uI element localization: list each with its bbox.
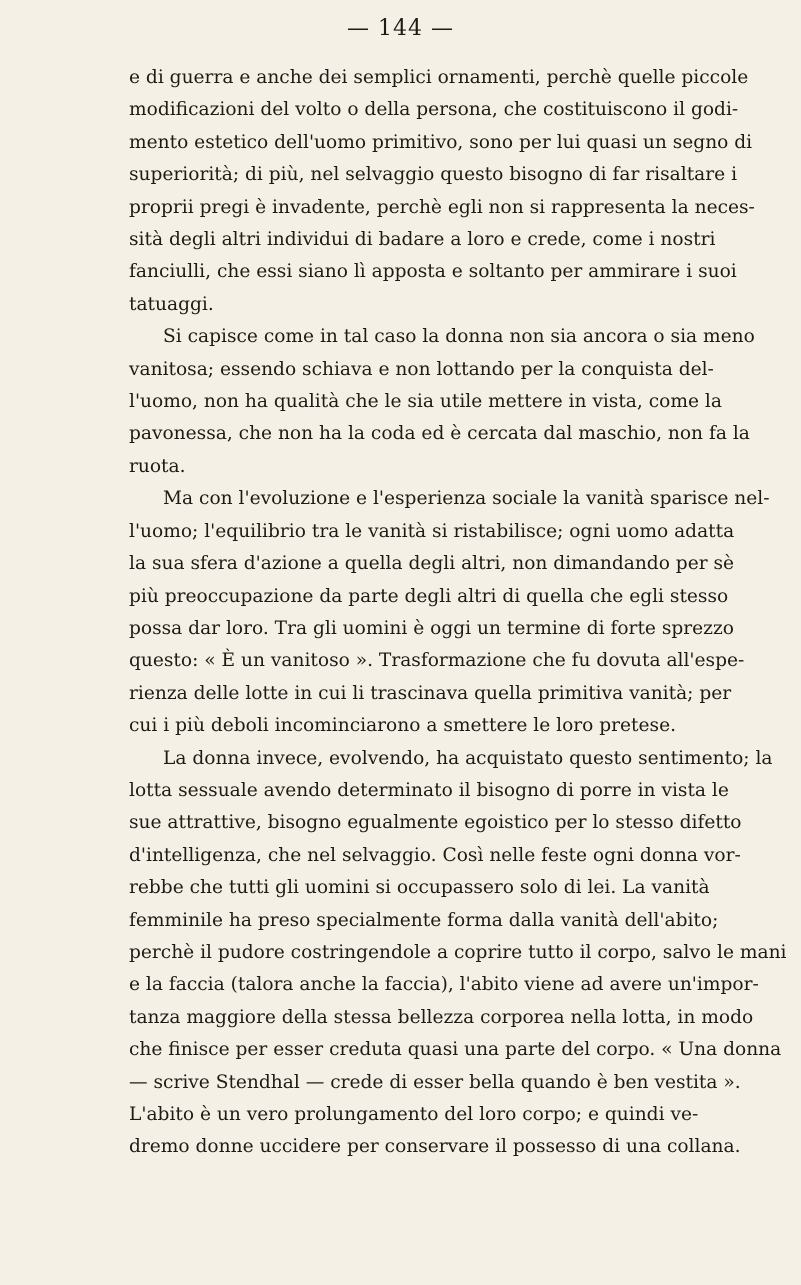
text-line: pavonessa, che non ha la coda ed è cercata dal maschio, non fa la	[129, 423, 750, 445]
text-line: possa dar loro. Tra gli uomini è oggi un termine di forte sprezzo	[129, 617, 734, 639]
text-line: Si capisce come in tal caso la donna non sia ancora o sia meno	[163, 326, 755, 348]
text-line: proprii pregi è invadente, perchè egli non si rappresenta la neces-	[129, 196, 755, 218]
text-line: vanitosa; essendo schiava e non lottando per la conquista del-	[129, 358, 714, 380]
text-line: — scrive Stendhal — crede di esser bella quando è ben vestita ».	[129, 1071, 741, 1093]
paragraph	[129, 62, 755, 321]
text-line: modificazioni del volto o della persona, che costituiscono il godi-	[129, 99, 739, 121]
text-line: L'abito è un vero prolungamento del loro corpo; e quindi ve-	[129, 1104, 699, 1125]
text-line: rienza delle lotte in cui li trascinava quella primitiva vanità; per	[129, 682, 732, 704]
text-line: fanciulli, che essi siano lì apposta e soltanto per ammirare i suoi	[129, 261, 737, 283]
paragraph	[129, 743, 787, 1164]
text-line: superiorità; di più, nel selvaggio questo bisogno di far risaltare i	[129, 164, 738, 186]
text-line: e di guerra e anche dei semplici ornamenti, perchè quelle piccole	[129, 67, 749, 88]
paragraph	[129, 483, 770, 742]
text-line: tanza maggiore della stessa bellezza corporea nella lotta, in modo	[129, 1006, 754, 1028]
page-number: — 144 —	[347, 16, 454, 41]
text-line: sue attrattive, bisogno egualmente egoistico per lo stesso difetto	[129, 812, 742, 834]
text-line: più preoccupazione da parte degli altri di quella che egli stesso	[129, 585, 729, 607]
text-line: che finisce per esser creduta quasi una parte del corpo. « Una donna	[129, 1039, 782, 1061]
text-line: l'uomo, non ha qualità che le sia utile mettere in vista, come la	[129, 391, 722, 413]
text-line: perchè il pudore costringendole a coprire tutto il corpo, salvo le mani	[129, 941, 787, 963]
text-line: femminile ha preso specialmente forma dalla vanità dell'abito;	[129, 909, 719, 931]
text-line: rebbe che tutti gli uomini si occupassero solo di lei. La vanità	[129, 877, 710, 899]
text-line: dremo donne uccidere per conservare il possesso di una collana.	[129, 1136, 741, 1158]
text-line: l'uomo; l'equilibrio tra le vanità si ristabilisce; ogni uomo adatta	[129, 520, 735, 542]
text-line: lotta sessuale avendo determinato il bisogno di porre in vista le	[129, 779, 729, 801]
text-line: la sua sfera d'azione a quella degli altri, non dimandando per sè	[129, 553, 735, 575]
text-line: questo: « È un vanitoso ». Trasformazione che fu dovuta all'espe-	[129, 650, 745, 672]
text-line: e la faccia (talora anche la faccia), l'abito viene ad avere un'impor-	[129, 974, 759, 996]
body-text	[129, 62, 787, 1164]
text-line: tatuaggi.	[129, 293, 214, 315]
text-line: sità degli altri individui di badare a loro e crede, come i nostri	[129, 229, 716, 251]
text-line: d'intelligenza, che nel selvaggio. Così nelle feste ogni donna vor-	[129, 844, 741, 866]
text-line: Ma con l'evoluzione e l'esperienza sociale la vanità sparisce nel-	[163, 488, 770, 510]
paragraph	[129, 321, 755, 483]
text-line: cui i più deboli incominciarono a smettere le loro pretese.	[129, 715, 676, 737]
text-line: ruota.	[129, 455, 186, 477]
text-line: mento estetico dell'uomo primitivo, sono per lui quasi un segno di	[129, 131, 753, 153]
text-line: La donna invece, evolvendo, ha acquistato questo sentimento; la	[163, 747, 773, 769]
